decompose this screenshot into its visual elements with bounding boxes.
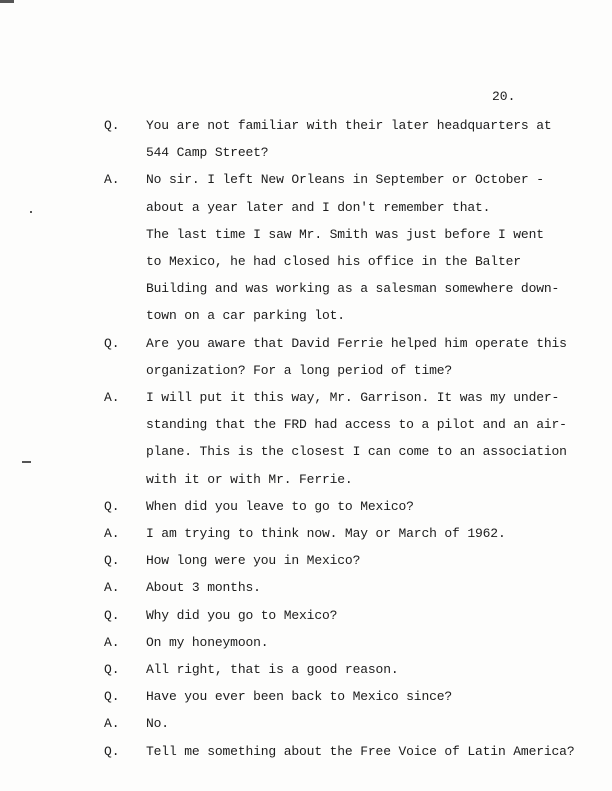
transcript-line: No. — [146, 716, 169, 732]
answer-marker: A. — [104, 390, 120, 405]
answer-marker: A. — [104, 172, 120, 188]
question-marker: Q. — [104, 553, 120, 569]
question-marker: Q. — [104, 607, 120, 623]
transcript-line: to Mexico, he had closed his office in the Balter — [146, 254, 521, 269]
answer-marker: A. — [104, 580, 120, 596]
question-marker: Q. — [104, 498, 120, 514]
transcript-line: organization? For a long period of time? — [146, 362, 453, 378]
transcript-line: When did you leave to go to Mexico? — [146, 498, 414, 514]
transcript-line: About 3 months. — [146, 580, 261, 596]
transcript-line: The last time I saw Mr. Smith was just before I went — [146, 226, 544, 242]
transcript-line: Building and was working as a salesman somewhere down- — [146, 281, 560, 297]
transcript-line: with it or with Mr. Ferrie. — [146, 471, 353, 487]
transcript-line: town on a car parking lot. — [146, 308, 345, 324]
transcript-line: No sir. I left New Orleans in September or October - — [146, 172, 544, 188]
transcript-line: Have you ever been back to Mexico since? — [146, 689, 453, 705]
scan-mark — [0, 0, 14, 3]
question-marker: Q. — [104, 743, 120, 759]
transcript-line: 544 Camp Street? — [146, 145, 269, 161]
transcript-line: All right, that is a good reason. — [146, 662, 399, 677]
page-number: 20. — [492, 89, 516, 104]
transcript-line: plane. This is the closest I can come to an association — [146, 444, 567, 460]
answer-marker: A. — [104, 716, 120, 732]
transcript-line: Why did you go to Mexico? — [146, 607, 338, 623]
transcript-line: standing that the FRD had access to a pilot and an air- — [146, 417, 567, 433]
transcript-line: about a year later and I don't remember that. — [146, 199, 491, 215]
scan-speck — [30, 211, 32, 213]
answer-marker: A. — [104, 526, 120, 541]
question-marker: Q. — [104, 335, 120, 351]
answer-marker: A. — [104, 634, 120, 650]
transcript-line: I am trying to think now. May or March of 1962. — [146, 526, 506, 541]
transcript-line: I will put it this way, Mr. Garrison. It was my under- — [146, 390, 560, 405]
scan-speck — [22, 461, 31, 463]
question-marker: Q. — [104, 118, 120, 133]
transcript-line: How long were you in Mexico? — [146, 553, 361, 569]
transcript-line: Tell me something about the Free Voice of Latin America? — [146, 743, 575, 759]
transcript-line: You are not familiar with their later headquarters at — [146, 118, 552, 133]
transcript-line: On my honeymoon. — [146, 634, 269, 650]
transcript-line: Are you aware that David Ferrie helped him operate this — [146, 335, 567, 351]
question-marker: Q. — [104, 689, 120, 705]
question-marker: Q. — [104, 662, 120, 677]
